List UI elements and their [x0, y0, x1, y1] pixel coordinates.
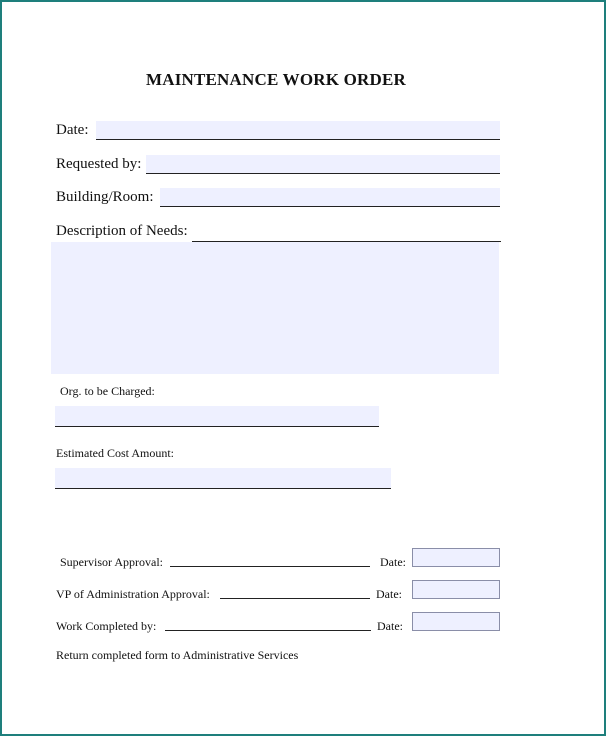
org-charged-field[interactable]: [55, 406, 379, 427]
form-title: MAINTENANCE WORK ORDER: [145, 70, 407, 89]
description-line: [192, 222, 501, 242]
requested-by-field[interactable]: [146, 155, 500, 174]
building-room-label: Building/Room:: [56, 189, 154, 205]
org-charged-label: Org. to be Charged:: [60, 384, 155, 398]
description-textarea[interactable]: [51, 242, 499, 374]
description-label: Description of Needs:: [56, 223, 188, 239]
requested-by-label: Requested by:: [56, 156, 142, 172]
date-label: Date:: [56, 122, 89, 138]
return-note: Return completed form to Administrative Services: [56, 648, 299, 662]
supervisor-approval-line[interactable]: [170, 550, 370, 567]
supervisor-date-label: Date:: [380, 555, 406, 569]
work-completed-line[interactable]: [165, 614, 371, 631]
vp-date-field[interactable]: [412, 580, 500, 599]
building-room-field[interactable]: [160, 188, 500, 207]
vp-approval-line[interactable]: [220, 582, 370, 599]
vp-approval-label: VP of Administration Approval:: [56, 587, 210, 601]
vp-date-label: Date:: [376, 587, 402, 601]
supervisor-approval-label: Supervisor Approval:: [60, 555, 163, 569]
completed-date-label: Date:: [377, 619, 403, 633]
estimated-cost-field[interactable]: [55, 468, 391, 489]
supervisor-date-field[interactable]: [412, 548, 500, 567]
work-completed-label: Work Completed by:: [56, 619, 157, 633]
completed-date-field[interactable]: [412, 612, 500, 631]
estimated-cost-label: Estimated Cost Amount:: [56, 446, 175, 460]
date-field[interactable]: [96, 121, 500, 140]
